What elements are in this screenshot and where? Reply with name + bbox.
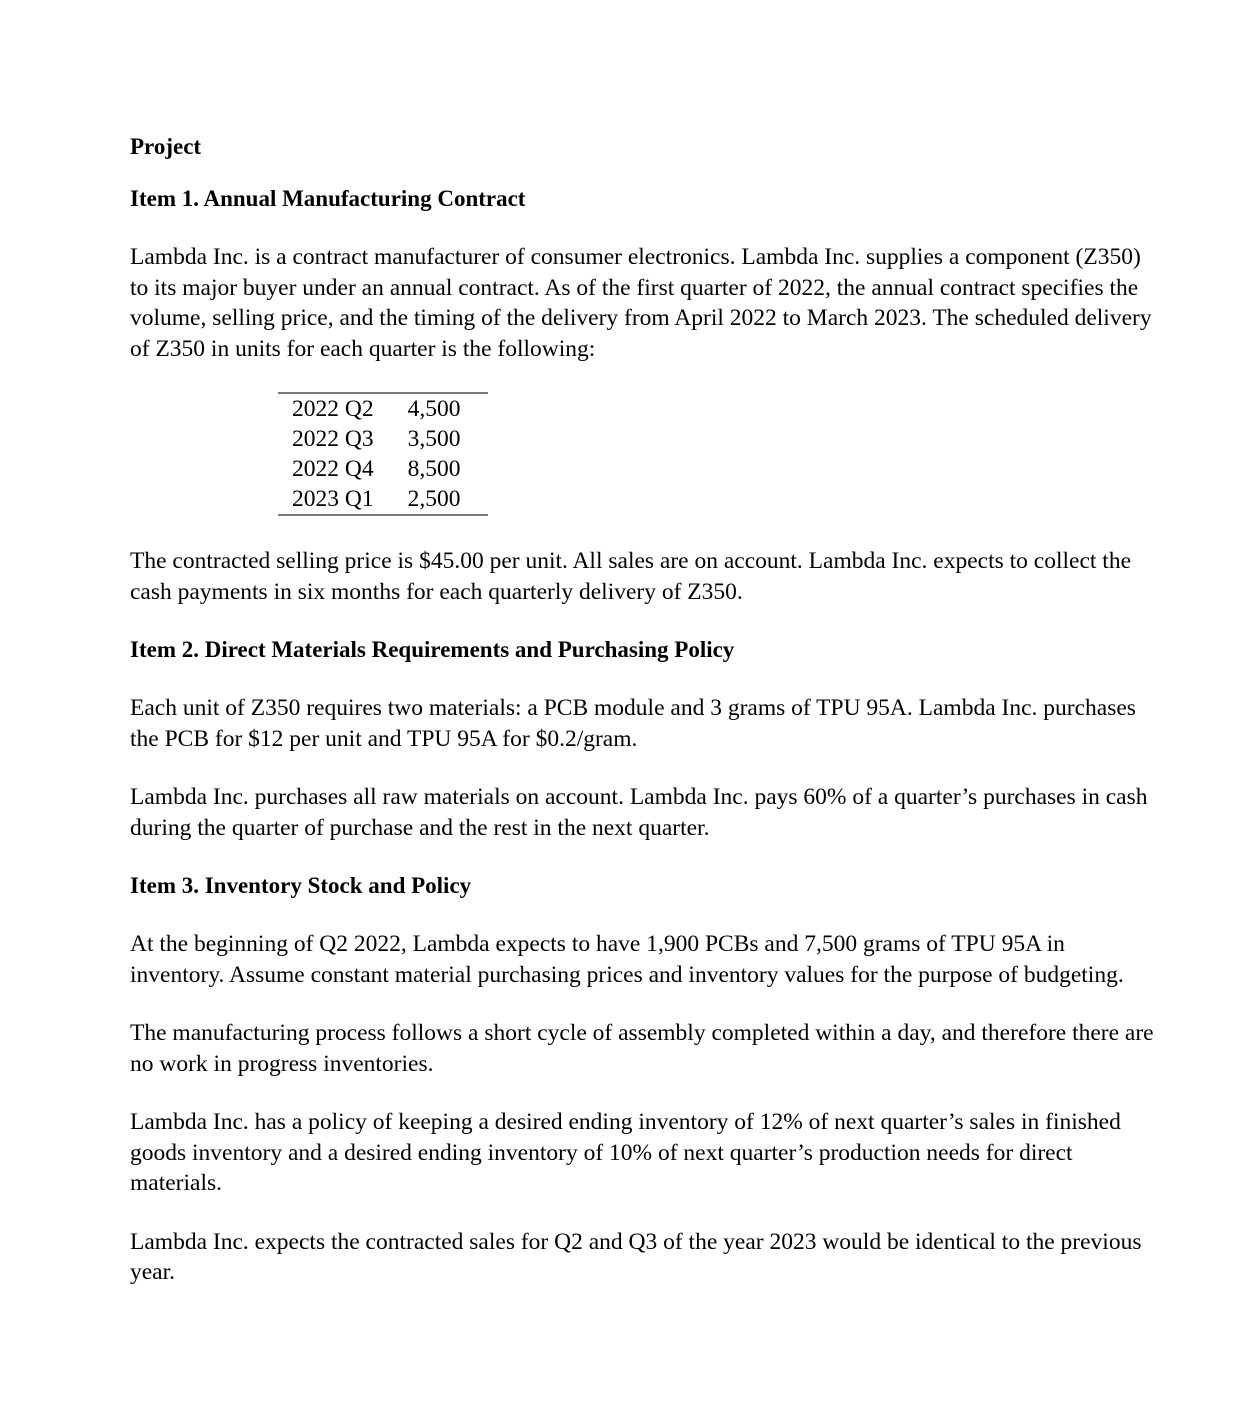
table-cell-period: 2022 Q3 <box>292 426 374 452</box>
table-cell-period: 2022 Q4 <box>292 456 374 482</box>
document-body <box>130 132 1160 1316</box>
table-row <box>278 454 488 484</box>
paragraph-item-3-future-sales: Lambda Inc. expects the contracted sales for Q2 and Q3 of the year 2023 would be identical to the previous year. <box>130 1228 1142 1285</box>
table-cell-period: 2022 Q2 <box>292 396 374 422</box>
table-row <box>278 394 488 424</box>
paragraph-item-3-beginning-inventory: At the beginning of Q2 2022, Lambda expects to have 1,900 PCBs and 7,500 grams of TPU 95A in inventory. Assume constant material purchasing prices and inventory values for the purpose of budgeting. <box>130 931 1124 988</box>
table-row <box>278 424 488 454</box>
table-cell-units: 3,500 <box>407 426 461 452</box>
paragraph-item-3-manufacturing-cycle: The manufacturing process follows a short cycle of assembly completed within a day, and therefore there are no work in progress inventories. <box>130 1020 1154 1077</box>
paragraph-item-1-pricing: The contracted selling price is $45.00 per unit. All sales are on account. Lambda Inc. expects to collect the cash payments in six months for each quarterly delivery of Z350. <box>130 548 1132 605</box>
table-cell-period: 2023 Q1 <box>292 486 374 512</box>
page-title: Project <box>130 134 202 159</box>
paragraph-item-2-materials: Each unit of Z350 requires two materials: a PCB module and 3 grams of TPU 95A. Lambda Inc. purchases the PCB for $12 per unit and TPU 95A for $0.2/gram. <box>130 695 1136 752</box>
paragraph-item-2-payment-terms: Lambda Inc. purchases all raw materials on account. Lambda Inc. pays 60% of a quarter’s purchases in cash during the quarter of purchase and the rest in the next quarter. <box>130 784 1148 841</box>
table-row <box>278 484 488 514</box>
delivery-schedule-table <box>278 392 488 516</box>
paragraph-item-1-overview: Lambda Inc. is a contract manufacturer of consumer electronics. Lambda Inc. supplies a component (Z350) to its major buyer under an annual contract. As of the first quarter of 2022, the annual contract specifies the volume, selling price, and the timing of the delivery from April 2022 to March 2023. The scheduled delivery of Z350 in units for each quarter is the following: <box>130 244 1152 362</box>
table-bottom-rule-right <box>408 514 489 515</box>
table-cell-units: 4,500 <box>407 396 461 422</box>
table-cell-units: 8,500 <box>407 456 461 482</box>
section-heading-item-1: Item 1. Annual Manufacturing Contract <box>130 186 526 211</box>
table-bottom-rule-left <box>278 514 408 515</box>
delivery-schedule-table-wrapper <box>130 392 1160 516</box>
section-heading-item-2: Item 2. Direct Materials Requirements and Purchasing Policy <box>130 637 735 662</box>
section-heading-item-3: Item 3. Inventory Stock and Policy <box>130 873 472 898</box>
table-bottom-rule <box>278 514 488 515</box>
table-cell-units: 2,500 <box>407 486 461 512</box>
paragraph-item-3-ending-inventory-policy: Lambda Inc. has a policy of keeping a desired ending inventory of 12% of next quarter’s sales in finished goods inventory and a desired ending inventory of 10% of next quarter’s production needs for direct materials. <box>130 1109 1121 1196</box>
